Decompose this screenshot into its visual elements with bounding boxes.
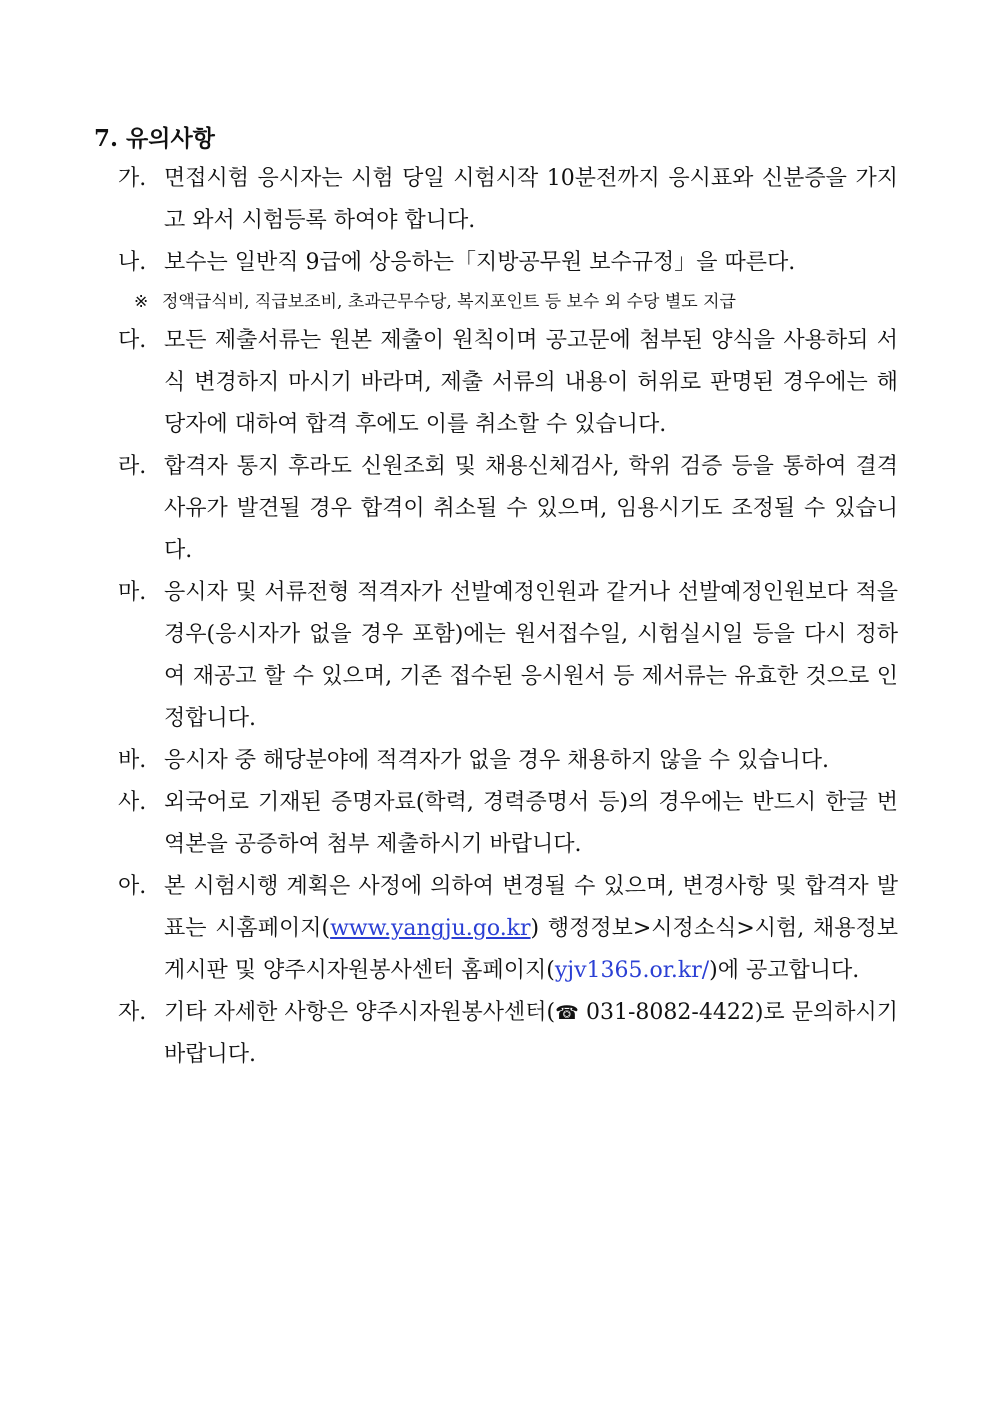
list-item — [118, 320, 898, 446]
item-marker: 자. — [118, 1000, 147, 1025]
item-text-part: 기타 자세한 사항은 양주시자원봉사센터( — [164, 1000, 556, 1025]
item-marker: 다. — [118, 328, 147, 353]
note-symbol: ※ — [134, 292, 149, 312]
list-item — [118, 572, 898, 740]
phone-icon: ☎ — [555, 1002, 579, 1024]
list-item — [118, 740, 898, 782]
item-text: 면접시험 응시자는 시험 당일 시험시작 10분전까지 응시표와 신분증을 가지고 와서 시험등록 하여야 합니다. — [164, 166, 898, 233]
list-item-contact — [118, 992, 898, 1076]
item-text: 응시자 및 서류전형 적격자가 선발예정인원과 같거나 선발예정인원보다 적을 경우(응시자가 없을 경우 포함)에는 원서접수일, 시험실시일 등을 다시 정하여 재공고 할 수 있으며, 기존 접수된 응시원서 등 제서류는 유효한 것으로 인정합니다. — [164, 580, 898, 731]
item-text: 모든 제출서류는 원본 제출이 원칙이며 공고문에 첨부된 양식을 사용하되 서식 변경하지 마시기 바라며, 제출 서류의 내용이 허위로 판명된 경우에는 해당자에 대하여 합격 후에도 이를 취소할 수 있습니다. — [164, 328, 898, 437]
item-text: 합격자 통지 후라도 신원조회 및 채용신체검사, 학위 검증 등을 통하여 결격사유가 발견될 경우 합격이 취소될 수 있으며, 임용시기도 조정될 수 있습니다. — [164, 454, 898, 563]
volunteer-center-link[interactable]: yjv1365.or.kr/ — [554, 958, 710, 983]
list-item — [118, 242, 898, 284]
item-marker: 바. — [118, 748, 147, 773]
item-text-part: ) 행정정보>시정소식>시험, 채용정보 게시판 및 양주시자원봉사센터 홈페이지( — [164, 916, 898, 983]
item-text: 응시자 중 해당분야에 적격자가 없을 경우 채용하지 않을 수 있습니다. — [164, 748, 829, 773]
item-text — [164, 992, 898, 1076]
item-text: 외국어로 기재된 증명자료(학력, 경력증명서 등)의 경우에는 반드시 한글 번역본을 공증하여 첨부 제출하시기 바랍니다. — [164, 790, 898, 857]
item-text-part: )로 문의하시기 바랍니다. — [164, 1000, 898, 1067]
item-marker: 라. — [118, 454, 147, 479]
list-item — [118, 446, 898, 572]
item-marker: 아. — [118, 874, 147, 899]
allowance-note — [118, 284, 898, 320]
item-marker: 나. — [118, 250, 147, 275]
item-text-part: )에 공고합니다. — [709, 958, 860, 983]
notice-list — [118, 158, 898, 1076]
section-title: 7. 유의사항 — [94, 125, 215, 152]
city-website-link[interactable]: www.yangju.go.kr — [330, 916, 531, 941]
list-item — [118, 158, 898, 242]
list-item-announcement — [118, 866, 898, 992]
item-text — [164, 866, 898, 992]
note-text: 정액급식비, 직급보조비, 초과근무수당, 복지포인트 등 보수 외 수당 별도 지급 — [162, 292, 736, 312]
item-marker: 마. — [118, 580, 147, 605]
item-marker: 가. — [118, 166, 147, 191]
item-text: 보수는 일반직 9급에 상응하는「지방공무원 보수규정」을 따른다. — [164, 250, 796, 275]
item-marker: 사. — [118, 790, 147, 815]
list-item — [118, 782, 898, 866]
item-text-part: 본 시험시행 계획은 사정에 의하여 변경될 수 있으며, 변경사항 및 합격자 발표는 시홈페이지( — [164, 874, 898, 941]
phone-number: 031-8082-4422 — [578, 1000, 755, 1025]
